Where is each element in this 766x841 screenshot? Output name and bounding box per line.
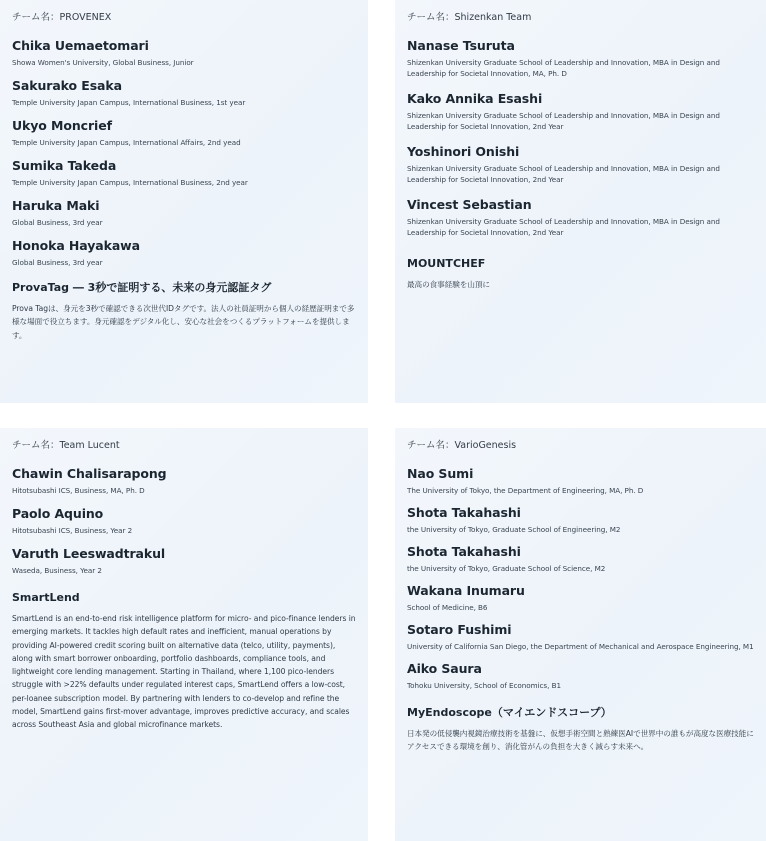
member-affiliation: Hitotsubashi ICS, Business, Year 2 xyxy=(12,526,133,535)
member xyxy=(407,660,754,691)
member xyxy=(12,465,356,496)
member-affiliation: the University of Tokyo, Graduate School of Science, M2 xyxy=(407,564,606,573)
product-description: 日本発の低侵襲内視鏡治療技術を基盤に、仮想手術空間と熟練医AIで世界中の誰もが高度な医療技能にアクセスできる環境を創り、消化管がんの負担を大きく減らす未来へ。 xyxy=(407,729,754,752)
member-name: Sotaro Fushimi xyxy=(407,622,512,637)
team-card-variogenesis xyxy=(395,428,766,841)
member xyxy=(12,545,356,576)
member xyxy=(12,237,356,268)
member-name: Haruka Maki xyxy=(12,198,100,213)
team-label: チーム名：VarioGenesis xyxy=(407,440,517,451)
product-title: SmartLend xyxy=(12,591,80,604)
member-affiliation: Global Business, 3rd year xyxy=(12,258,103,267)
member xyxy=(407,90,754,132)
member-name: Aiko Saura xyxy=(407,661,482,676)
team-card-shizenkan xyxy=(395,0,766,403)
member-affiliation: Waseda, Business, Year 2 xyxy=(12,566,102,575)
product-description: SmartLend is an end-to-end risk intelligence platform for micro- and pico-finance lenders in emerging markets. It tackles high default rates and inefficient, manual operations by providing AI-powered credit scoring built on alternative data (telco, utility, payments), along with smart borrower onboarding, portfolio dashboards, compliance tools, and lightweight core lending management. Starting in Thailand, where 1,100 pico-lenders struggle with >22% defaults under regulated interest caps, SmartLend offers a low-cost, per-loanee subscription model. By partnering with lenders to co-develop and refine the model, SmartLend gains first-mover advantage, improves predictive accuracy, and scales across Southeast Asia and global microfinance markets. xyxy=(12,614,356,730)
team-label: チーム名：Team Lucent xyxy=(12,440,120,451)
member-affiliation: The University of Tokyo, the Department of Engineering, MA, Ph. D xyxy=(407,486,644,495)
product-title: MOUNTCHEF xyxy=(407,257,486,270)
member-affiliation: School of Medicine, B6 xyxy=(407,603,488,612)
product-description: 最高の食事経験を山頂に xyxy=(407,280,490,289)
member xyxy=(12,157,356,188)
member-name: Kako Annika Esashi xyxy=(407,91,543,106)
member-affiliation: Shizenkan University Graduate School of Leadership and Innovation, MBA in Design and Leadership for Societal Innovation, MA, Ph. D xyxy=(407,58,720,78)
member-affiliation: Shizenkan University Graduate School of Leadership and Innovation, MBA in Design and Leadership for Societal Innovation, 2nd Year xyxy=(407,217,720,237)
member-affiliation: Shizenkan University Graduate School of Leadership and Innovation, MBA in Design and Leadership for Societal Innovation, 2nd Year xyxy=(407,164,720,184)
member-name: Honoka Hayakawa xyxy=(12,238,140,253)
member-affiliation: Global Business, 3rd year xyxy=(12,218,103,227)
member-name: Sakurako Esaka xyxy=(12,78,122,93)
member-affiliation: Temple University Japan Campus, International Affairs, 2nd yead xyxy=(12,138,241,147)
member-affiliation: University of California San Diego, the Department of Mechanical and Aerospace Engineering, M1 xyxy=(407,642,754,651)
member-name: Paolo Aquino xyxy=(12,506,104,521)
member-name: Varuth Leeswadtrakul xyxy=(12,546,166,561)
member xyxy=(12,197,356,228)
member-name: Yoshinori Onishi xyxy=(407,144,520,159)
member-name: Nao Sumi xyxy=(407,466,474,481)
product-title: ProvaTag ― 3秒で証明する、未来の身元認証タグ xyxy=(12,281,272,294)
member-affiliation: Hitotsubashi ICS, Business, MA, Ph. D xyxy=(12,486,145,495)
member xyxy=(407,37,754,79)
member xyxy=(407,543,754,574)
member-affiliation: Tohoku University, School of Economics, B1 xyxy=(407,681,561,690)
member xyxy=(407,621,754,652)
team-label: チーム名：PROVENEX xyxy=(12,12,112,23)
team-label: チーム名：Shizenkan Team xyxy=(407,12,532,23)
team-card-provenex xyxy=(0,0,368,403)
member-name: Shota Takahashi xyxy=(407,544,521,559)
member xyxy=(407,582,754,613)
member-affiliation: the University of Tokyo, Graduate School of Engineering, M2 xyxy=(407,525,621,534)
member-affiliation: Temple University Japan Campus, International Business, 1st year xyxy=(12,98,246,107)
member xyxy=(407,196,754,238)
member-name: Chawin Chalisarapong xyxy=(12,466,167,481)
member xyxy=(407,465,754,496)
team-card-lucent xyxy=(0,428,368,841)
product-description: Prova Tagは、身元を3秒で確認できる次世代IDタグです。法人の社員証明から個人の経歴証明まで多様な場面で役立ちます。身元確認をデジタル化し、安心な社会をつくるプラットフォームを提供します。 xyxy=(12,304,355,340)
member-affiliation: Temple University Japan Campus, International Business, 2nd year xyxy=(12,178,248,187)
product-title: MyEndoscope（マイエンドスコープ） xyxy=(407,706,612,719)
member xyxy=(407,504,754,535)
member-name: Chika Uemaetomari xyxy=(12,38,149,53)
member xyxy=(12,37,356,68)
member xyxy=(12,77,356,108)
member-affiliation: Showa Women's University, Global Business, Junior xyxy=(12,58,194,67)
member xyxy=(407,143,754,185)
member-affiliation: Shizenkan University Graduate School of Leadership and Innovation, MBA in Design and Leadership for Societal Innovation, 2nd Year xyxy=(407,111,720,131)
member xyxy=(12,117,356,148)
member-name: Nanase Tsuruta xyxy=(407,38,515,53)
member-name: Ukyo Moncrief xyxy=(12,118,112,133)
member xyxy=(12,505,356,536)
member-name: Shota Takahashi xyxy=(407,505,521,520)
member-name: Sumika Takeda xyxy=(12,158,117,173)
member-name: Vincest Sebastian xyxy=(407,197,532,212)
member-name: Wakana Inumaru xyxy=(407,583,525,598)
